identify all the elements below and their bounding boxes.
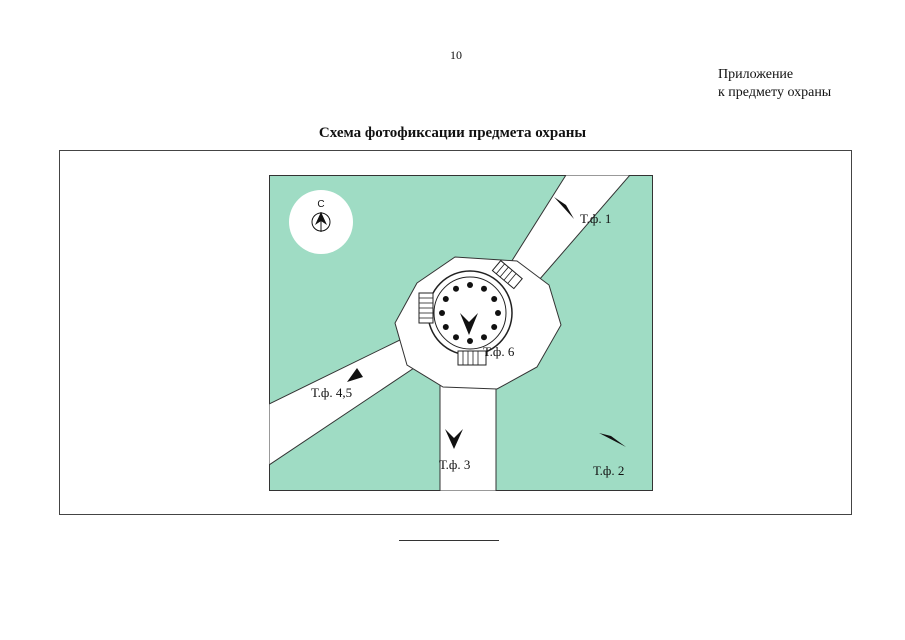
gazebo-column (453, 286, 459, 292)
gazebo-column (467, 338, 473, 344)
gazebo-column (481, 334, 487, 340)
gazebo-column (495, 310, 501, 316)
point-label-4-5: Т.ф. 4,5 (311, 385, 353, 400)
point-label-2: Т.ф. 2 (593, 463, 625, 478)
gazebo-column (439, 310, 445, 316)
stairs-west (419, 293, 433, 323)
gazebo-column (443, 324, 449, 330)
photo-fixation-scheme (269, 175, 653, 491)
point-label-1: Т.ф. 1 (580, 211, 612, 226)
page-number: 10 (450, 48, 462, 62)
gazebo-column (443, 296, 449, 302)
gazebo-column (491, 324, 497, 330)
appendix-note (718, 66, 831, 102)
point-label-6: Т.ф. 6 (483, 344, 515, 359)
gazebo-column (491, 296, 497, 302)
document-title: Схема фотофиксации предмета охраны (318, 125, 587, 141)
footer-rule (399, 540, 499, 541)
gazebo-column (467, 282, 473, 288)
stairs-south (458, 351, 486, 365)
north-label: С (317, 199, 325, 210)
north-indicator (289, 190, 353, 254)
appendix-line-1: Приложение (718, 67, 794, 82)
gazebo-column (453, 334, 459, 340)
point-label-3: Т.ф. 3 (439, 457, 471, 472)
appendix-line-2: к предмету охраны (718, 85, 832, 100)
gazebo-column (481, 286, 487, 292)
